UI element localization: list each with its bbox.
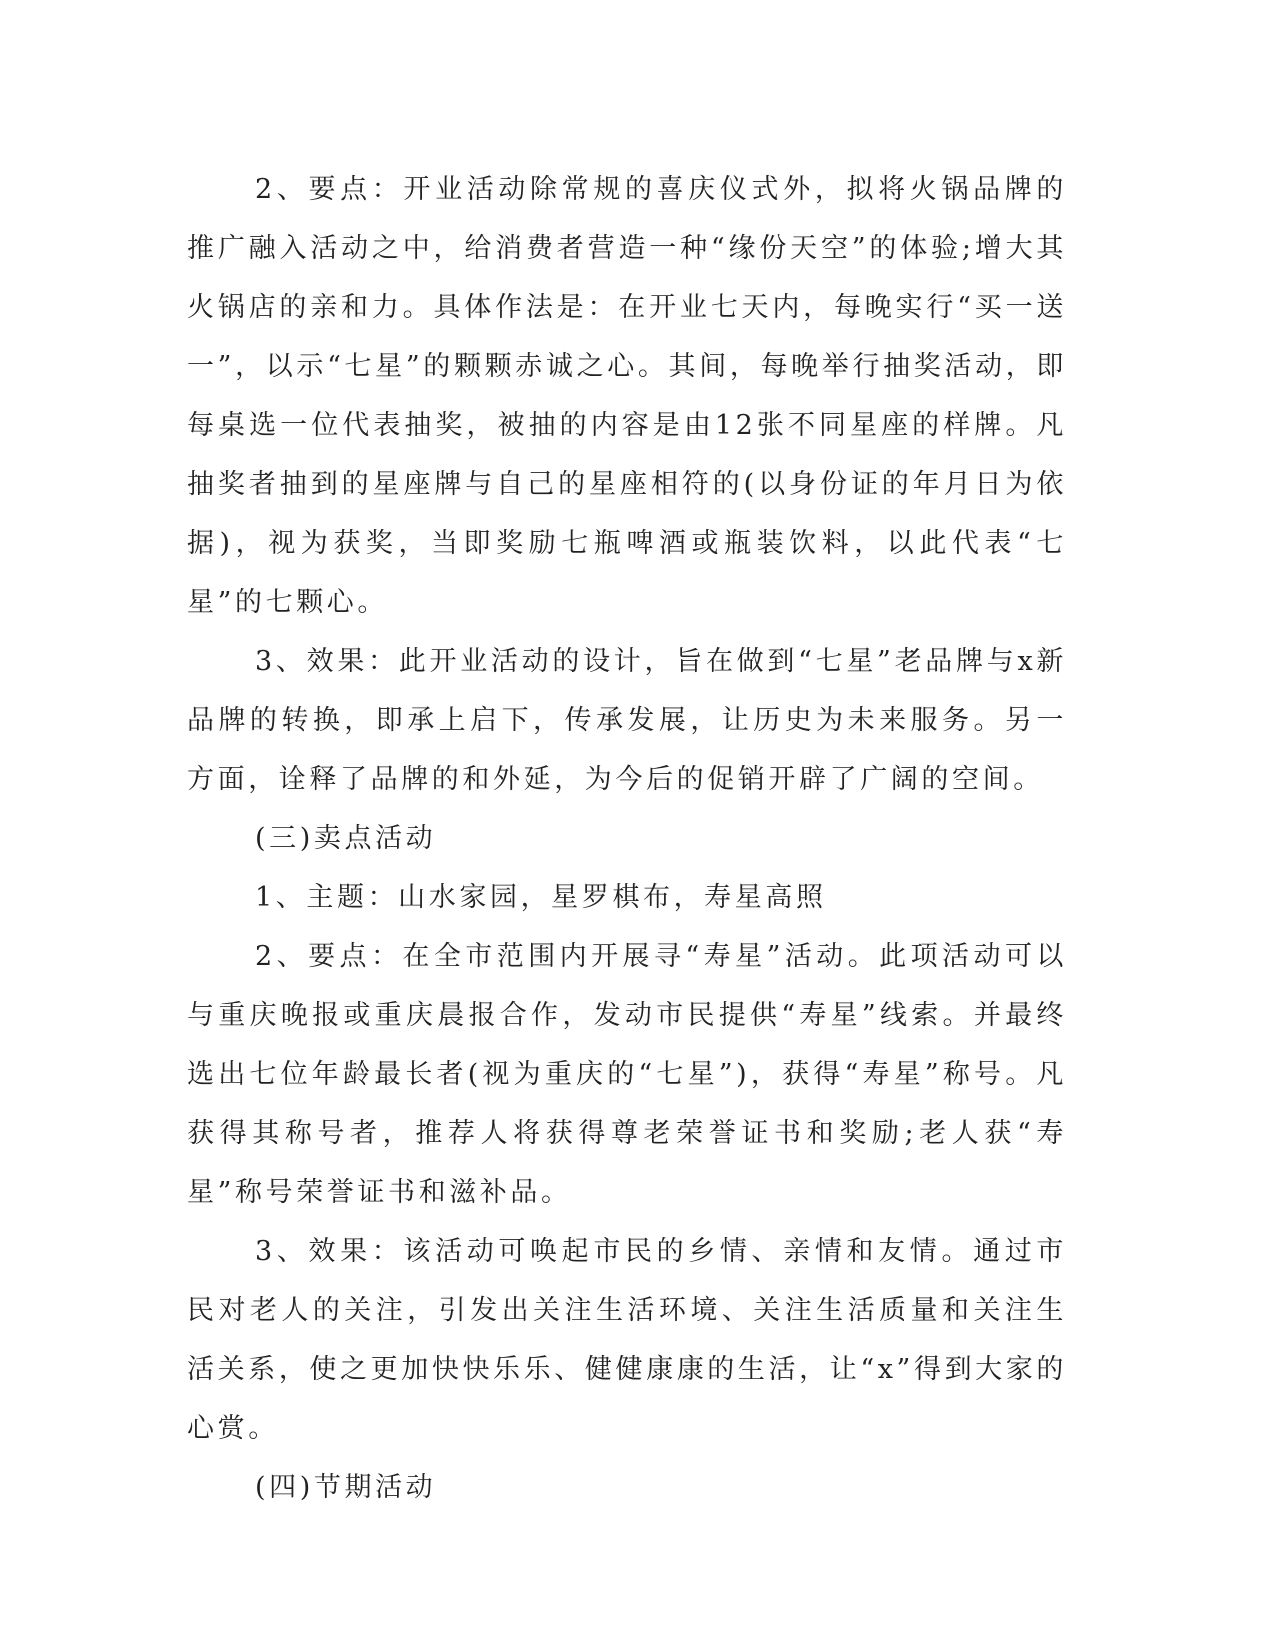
section-heading-selling-point: (三)卖点活动 bbox=[255, 823, 437, 854]
paragraph-effect-longevity: 3、效果：该活动可唤起市民的乡情、亲情和友情。通过市民对老人的关注，引发出关注生活环境、关注生活质量和关注生活关系，使之更加快快乐乐、健健康康的生活，让“x”得到大家的心赏。 bbox=[187, 1236, 1067, 1444]
paragraph-effect-opening: 3、效果：此开业活动的设计，旨在做到“七星”老品牌与x新品牌的转换，即承上启下，传承发展，让历史为未来服务。另一方面，诠释了品牌的和外延，为今后的促销开辟了广阔的空间。 bbox=[187, 646, 1067, 795]
document-body bbox=[187, 160, 1067, 1517]
paragraph-key-points-longevity: 2、要点：在全市范围内开展寻“寿星”活动。此项活动可以与重庆晚报或重庆晨报合作，发动市民提供“寿星”线索。并最终选出七位年龄最长者(视为重庆的“七星”)，获得“寿星”称号。凡获得其称号者，推荐人将获得尊老荣誉证书和奖励;老人获“寿星”称号荣誉证书和滋补品。 bbox=[187, 941, 1067, 1208]
section-heading-festival: (四)节期活动 bbox=[255, 1472, 437, 1503]
paragraph-theme: 1、主题：山水家园，星罗棋布，寿星高照 bbox=[255, 882, 827, 913]
paragraph-key-points-opening: 2、要点：开业活动除常规的喜庆仪式外，拟将火锅品牌的推广融入活动之中，给消费者营造一种“缘份天空”的体验;增大其火锅店的亲和力。具体作法是：在开业七天内，每晚实行“买一送一”，以示“七星”的颗颗赤诚之心。其间，每晚举行抽奖活动，即每桌选一位代表抽奖，被抽的内容是由12张不同星座的样牌。凡抽奖者抽到的星座牌与自己的星座相符的(以身份证的年月日为依据)，视为获奖，当即奖励七瓶啤酒或瓶装饮料，以此代表“七星”的七颗心。 bbox=[187, 174, 1067, 618]
